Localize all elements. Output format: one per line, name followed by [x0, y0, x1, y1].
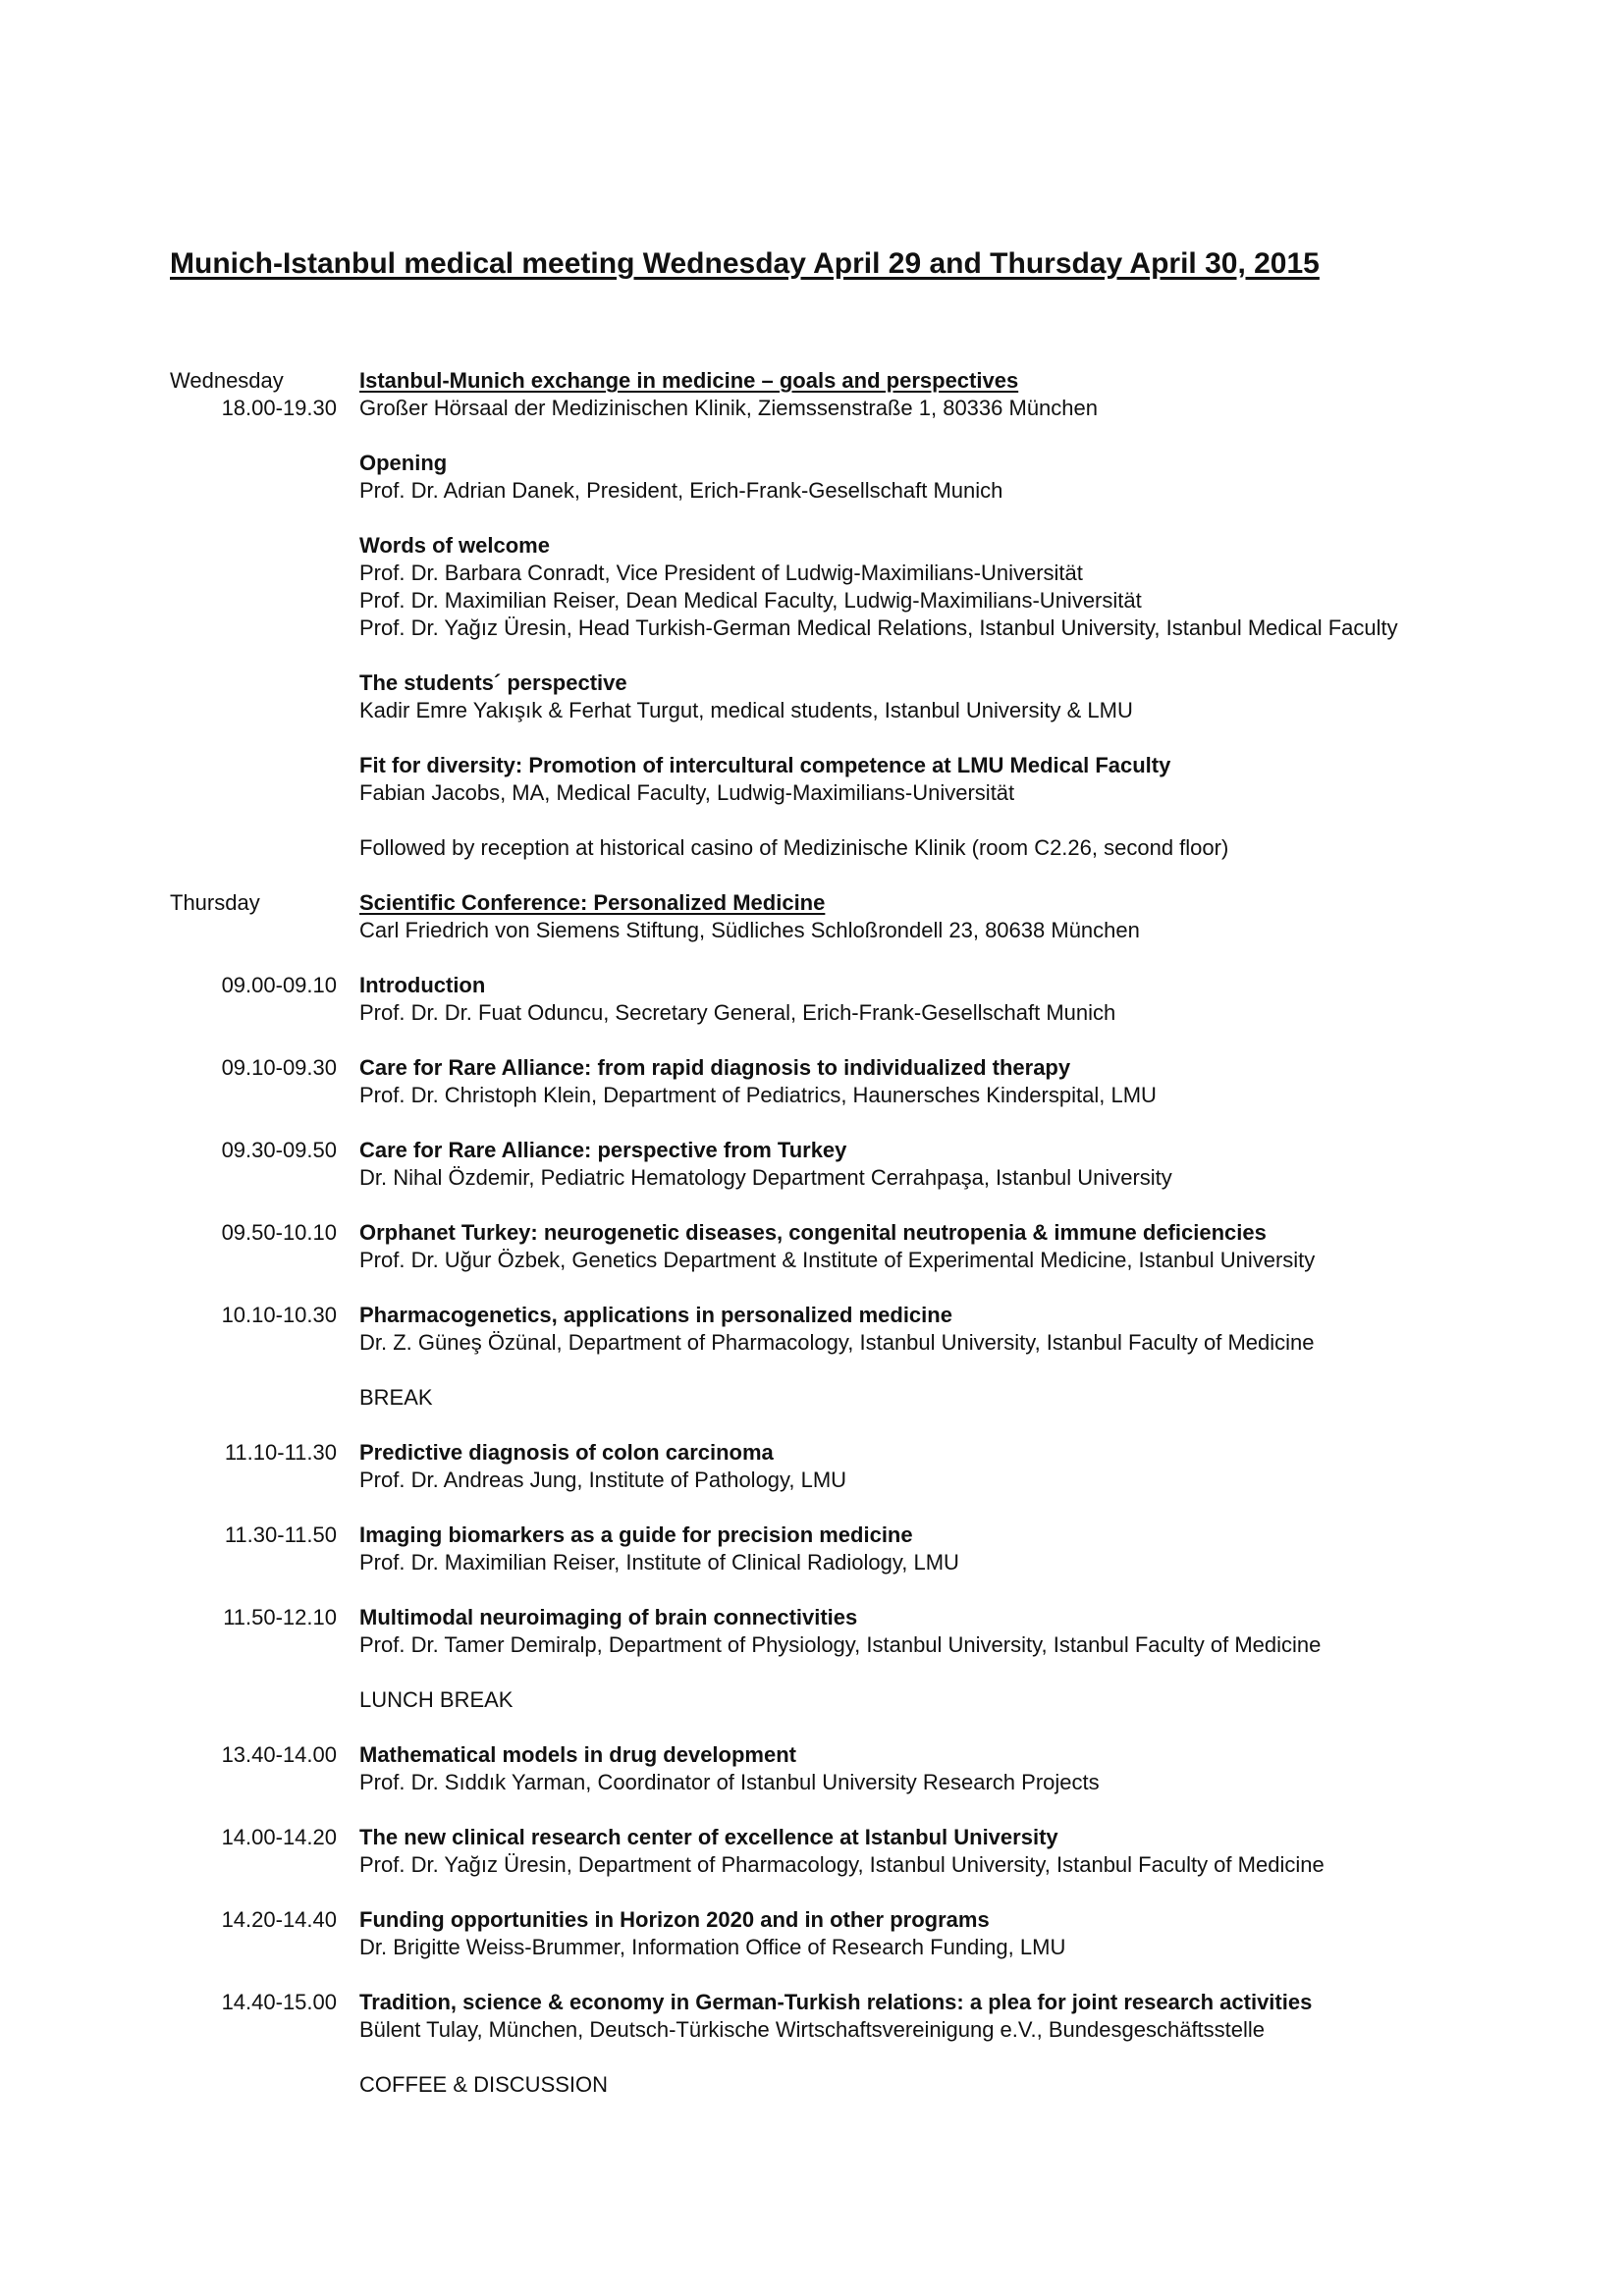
- line-text: Prof. Dr. Yağız Üresin, Department of Pharmacology, Istanbul University, Istanbul Faculty of Medicine: [359, 1852, 1325, 1877]
- program-line: [0, 779, 1623, 807]
- line-text: COFFEE & DISCUSSION: [359, 2072, 609, 2097]
- line-text: Kadir Emre Yakışık & Ferhat Turgut, medical students, Istanbul University & LMU: [359, 698, 1133, 722]
- program-line: [0, 972, 1623, 999]
- talk-title: Predictive diagnosis of colon carcinoma: [359, 1440, 774, 1465]
- time-label: 10.10-10.30: [221, 1303, 337, 1327]
- program-line: [0, 1549, 1623, 1576]
- program-line: [0, 1934, 1623, 1961]
- time-label: 13.40-14.00: [221, 1742, 337, 1767]
- day-label: Thursday: [170, 890, 260, 915]
- program-line: [0, 587, 1623, 614]
- program-line: [0, 1054, 1623, 1082]
- talk-title: Mathematical models in drug development: [359, 1742, 796, 1767]
- program-line: [0, 1769, 1623, 1796]
- program-line: [0, 1219, 1623, 1247]
- talk-title: Funding opportunities in Horizon 2020 and in other programs: [359, 1907, 990, 1932]
- line-text: Prof. Dr. Adrian Danek, President, Erich-Frank-Gesellschaft Munich: [359, 478, 1003, 503]
- line-text: Dr. Nihal Özdemir, Pediatric Hematology Department Cerrahpaşa, Istanbul University: [359, 1165, 1172, 1190]
- program-line: [0, 917, 1623, 944]
- talk-title: Care for Rare Alliance: from rapid diagnosis to individualized therapy: [359, 1055, 1071, 1080]
- day-label: Wednesday: [170, 368, 284, 393]
- time-label: 14.00-14.20: [221, 1825, 337, 1849]
- time-label: 11.50-12.10: [223, 1605, 337, 1629]
- time-label: 14.20-14.40: [221, 1907, 337, 1932]
- program-line: [0, 1604, 1623, 1631]
- time-label: 18.00-19.30: [221, 396, 337, 420]
- line-text: BREAK: [359, 1385, 433, 1410]
- program-line: [0, 2071, 1623, 2099]
- time-label: 09.50-10.10: [221, 1220, 337, 1245]
- program-line: [0, 1247, 1623, 1274]
- time-label: 14.40-15.00: [221, 1990, 337, 2014]
- program-line: [0, 834, 1623, 862]
- line-text: Prof. Dr. Barbara Conradt, Vice President of Ludwig-Maximilians-Universität: [359, 561, 1083, 585]
- line-text: Carl Friedrich von Siemens Stiftung, Südliches Schloßrondell 23, 80638 München: [359, 918, 1140, 942]
- line-text: Followed by reception at historical casino of Medizinische Klinik (room C2.26, second floor): [359, 835, 1229, 860]
- program-line: [0, 1989, 1623, 2016]
- line-text: Dr. Brigitte Weiss-Brummer, Information Office of Research Funding, LMU: [359, 1935, 1066, 1959]
- program-line: [0, 999, 1623, 1027]
- talk-title: Multimodal neuroimaging of brain connectivities: [359, 1605, 858, 1629]
- program-line: [0, 1329, 1623, 1357]
- line-text: Prof. Dr. Andreas Jung, Institute of Pathology, LMU: [359, 1468, 847, 1492]
- line-text: Prof. Dr. Dr. Fuat Oduncu, Secretary General, Erich-Frank-Gesellschaft Munich: [359, 1000, 1116, 1025]
- line-text: Bülent Tulay, München, Deutsch-Türkische Wirtschaftsvereinigung e.V., Bundesgeschäftsstelle: [359, 2017, 1266, 2042]
- talk-title: Words of welcome: [359, 533, 550, 558]
- talk-title: Care for Rare Alliance: perspective from Turkey: [359, 1138, 847, 1162]
- program-line: [0, 1851, 1623, 1879]
- talk-title: Orphanet Turkey: neurogenetic diseases, congenital neutropenia & immune deficiencies: [359, 1220, 1267, 1245]
- program-line: [0, 1824, 1623, 1851]
- program-line: [0, 1467, 1623, 1494]
- program-line: [0, 614, 1623, 642]
- program-line: [0, 477, 1623, 505]
- line-text: Großer Hörsaal der Medizinischen Klinik, Ziemssenstraße 1, 80336 München: [359, 396, 1098, 420]
- program-line: [0, 669, 1623, 697]
- document-title: Munich-Istanbul medical meeting Wednesday April 29 and Thursday April 30, 2015: [170, 247, 1320, 280]
- program-line: [0, 1164, 1623, 1192]
- time-label: 11.10-11.30: [224, 1440, 337, 1465]
- program-line: [0, 1302, 1623, 1329]
- talk-title: The new clinical research center of excellence at Istanbul University: [359, 1825, 1058, 1849]
- line-text: Prof. Dr. Tamer Demiralp, Department of Physiology, Istanbul University, Istanbul Faculty of Medicine: [359, 1632, 1322, 1657]
- talk-title: Opening: [359, 451, 448, 475]
- talk-title: Pharmacogenetics, applications in personalized medicine: [359, 1303, 952, 1327]
- program-line: [0, 1082, 1623, 1109]
- line-text: Prof. Dr. Sıddık Yarman, Coordinator of Istanbul University Research Projects: [359, 1770, 1100, 1794]
- talk-title: Tradition, science & economy in German-Turkish relations: a plea for joint research activities: [359, 1990, 1313, 2014]
- program-line: [0, 1631, 1623, 1659]
- time-label: 09.30-09.50: [221, 1138, 337, 1162]
- line-text: Prof. Dr. Uğur Özbek, Genetics Department & Institute of Experimental Medicine, Istanbul University: [359, 1248, 1316, 1272]
- time-label: 09.00-09.10: [221, 973, 337, 997]
- program-line: [0, 2016, 1623, 2044]
- line-text: Prof. Dr. Christoph Klein, Department of Pediatrics, Haunersches Kinderspital, LMU: [359, 1083, 1157, 1107]
- program-line: [0, 1741, 1623, 1769]
- talk-title: Imaging biomarkers as a guide for precision medicine: [359, 1522, 913, 1547]
- program-line: [0, 1906, 1623, 1934]
- line-text: LUNCH BREAK: [359, 1687, 514, 1712]
- program-line: [0, 1522, 1623, 1549]
- program-line: [0, 1137, 1623, 1164]
- program-line: [0, 1439, 1623, 1467]
- line-text: Prof. Dr. Maximilian Reiser, Institute of Clinical Radiology, LMU: [359, 1550, 959, 1575]
- talk-title: Fit for diversity: Promotion of intercultural competence at LMU Medical Faculty: [359, 753, 1171, 777]
- line-text: Fabian Jacobs, MA, Medical Faculty, Ludwig-Maximilians-Universität: [359, 780, 1015, 805]
- time-label: 09.10-09.30: [221, 1055, 337, 1080]
- line-text: Dr. Z. Güneş Özünal, Department of Pharmacology, Istanbul University, Istanbul Faculty of Medicine: [359, 1330, 1315, 1355]
- program-line: [0, 697, 1623, 724]
- program-line: [0, 560, 1623, 587]
- program-line: [0, 367, 1623, 395]
- talk-title: Introduction: [359, 973, 486, 997]
- program-line: [0, 1686, 1623, 1714]
- talk-title: The students´ perspective: [359, 670, 627, 695]
- session-heading: Istanbul-Munich exchange in medicine – goals and perspectives: [359, 368, 1019, 393]
- program-line: [0, 1384, 1623, 1412]
- program-line: [0, 889, 1623, 917]
- program-line: [0, 395, 1623, 422]
- program-line: [0, 450, 1623, 477]
- session-heading: Scientific Conference: Personalized Medicine: [359, 890, 826, 915]
- time-label: 11.30-11.50: [224, 1522, 337, 1547]
- program-line: [0, 532, 1623, 560]
- line-text: Prof. Dr. Yağız Üresin, Head Turkish-German Medical Relations, Istanbul University, Istanbul Medical Faculty: [359, 615, 1398, 640]
- program-line: [0, 752, 1623, 779]
- line-text: Prof. Dr. Maximilian Reiser, Dean Medical Faculty, Ludwig-Maximilians-Universität: [359, 588, 1142, 613]
